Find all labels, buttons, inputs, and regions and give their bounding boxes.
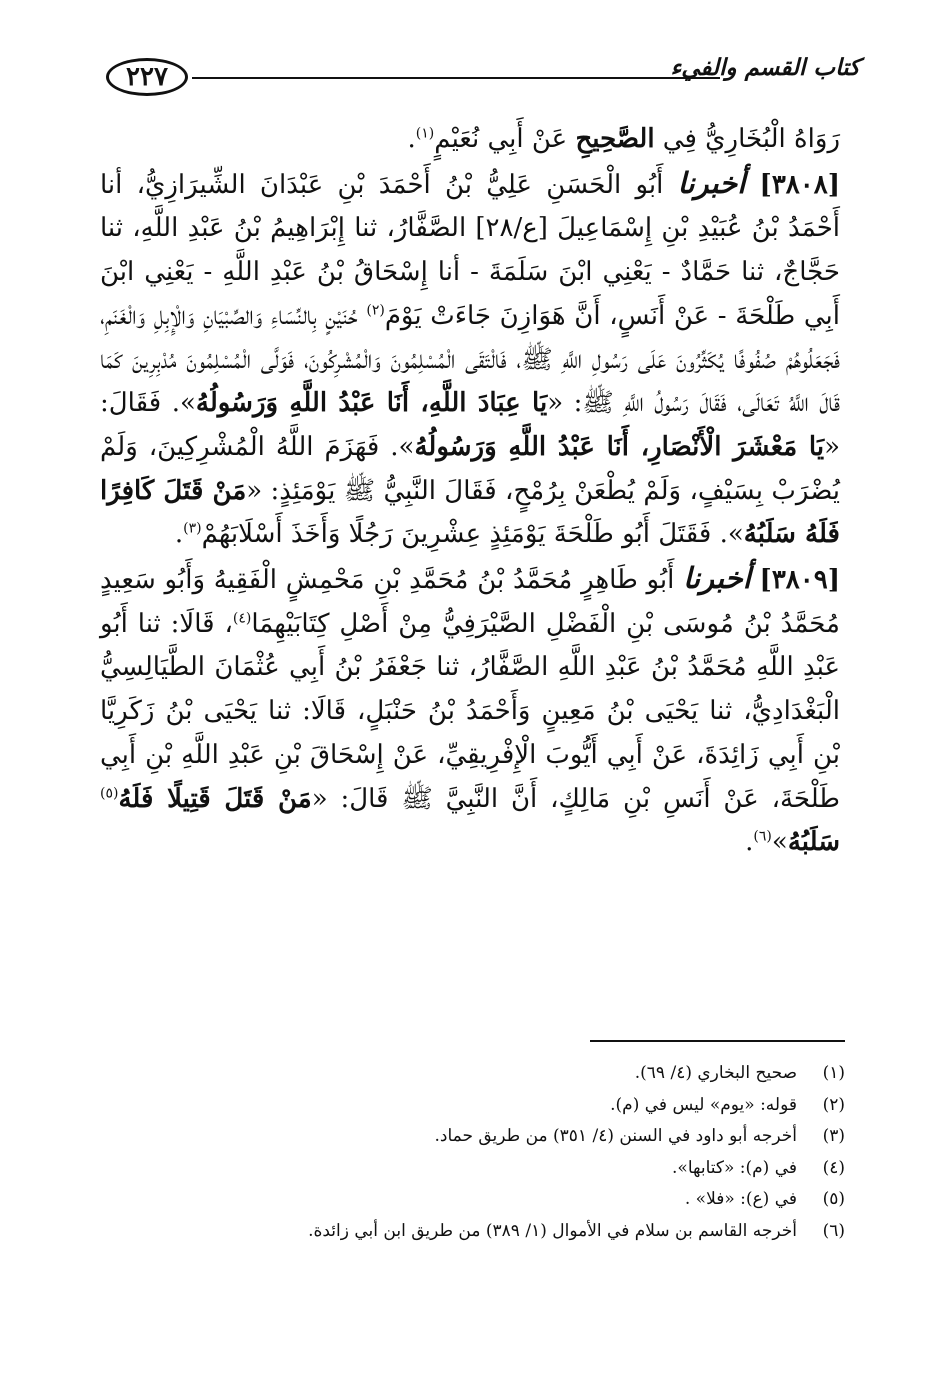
akhbarana-label: أخبرنا: [683, 561, 751, 596]
text-run: عَنْ أَبِي نُعَيْمٍ: [434, 124, 576, 154]
bold-text: سَلَبُهُ: [787, 827, 840, 858]
footnote-number: (٣): [822, 1126, 845, 1146]
hadith-number: [٣٨٠٩]: [759, 565, 840, 596]
footnote-text: قوله: «يوم» ليس في (م).: [610, 1094, 797, 1115]
akhbarana-label: أخبرنا: [677, 165, 746, 200]
text-run: أَبُو طَاهِرٍ مُحَمَّدُ بْنُ مُحَمَّدِ بْنِ مَحْمِشٍ الْفَقِيهُ وَأَبُو سَعِيدٍ مُحَمَّدُ بْنُ مُوسَى بْنِ الْفَضْلِ الصَّيْرَفِيُّ مِنْ أَصْلِ كِتَابَيْهِمَا: [100, 565, 840, 639]
footnote: [100, 1058, 845, 1090]
footnote-ref: (٦): [753, 828, 772, 845]
footnote-number: (٥): [822, 1189, 845, 1209]
footnote-ref: (١): [415, 125, 435, 142]
footnote: [100, 1090, 845, 1122]
bold-text: يَا مَعْشَرَ الْأَنْصَارِ، أَنَا عَبْدُ اللَّهِ وَرَسُولُهُ: [414, 431, 825, 462]
footnote: [100, 1216, 845, 1248]
footnote-number: (٢): [822, 1094, 845, 1115]
text-run: ». فَهَزَمَ اللَّهُ الْمُشْرِكِينَ، وَلَمْ يُضْرَبْ بِسَيْفٍ، وَلَمْ يُطْعَنْ بِرُمْحٍ، فَقَالَ النَّبِيُّ ﷺ يَوْمَئِذٍ: «: [100, 431, 840, 506]
page-header: [100, 52, 860, 102]
text-run: .: [407, 124, 416, 154]
footnote-number: (٤): [822, 1157, 845, 1178]
text-run: »: [771, 827, 788, 858]
hadith-3808: [100, 162, 840, 557]
footnotes: [100, 1058, 845, 1247]
footnote-ref: (٢): [366, 302, 385, 319]
text-run: رَوَاهُ الْبُخَارِيُّ فِي: [654, 124, 840, 154]
book-title: كتاب القسم والفيء: [670, 54, 860, 81]
page-number: ٢٢٧: [106, 58, 188, 96]
bold-text: يَا عِبَادَ اللَّهِ، أَنَا عَبْدُ اللَّهِ وَرَسُولُهُ: [195, 388, 548, 419]
text-run: ». فَقَتَلَ أَبُو طَلْحَةَ يَوْمَئِذٍ عِشْرِينَ رَجُلًا وَأَخَذَ أَسْلَابَهُمْ: [201, 519, 744, 550]
footnote-text: في (ع): «فلا» .: [684, 1189, 797, 1209]
text-run: ، قَالَا: ثنا أَبُو عَبْدِ اللَّهِ مُحَمَّدُ بْنُ عَبْدِ اللَّهِ الصَّفَّارُ، ثنا جَعْفَرُ بْنُ أَبِي عُثْمَانَ الطَّيَالِسِيُّ الْبَغْدَادِيُّ، ثنا يَحْيَى بْنُ مَعِينٍ وَأَحْمَدُ بْنُ حَنْبَلٍ، قَالَا: ثنا يَحْيَى بْنُ زَكَرِيَّا بْنِ أَبِي زَائِدَةَ، عَنْ أَبِي أَيُّوبَ الْإِفْرِيقِيِّ، عَنْ إِسْحَاقَ بْنِ عَبْدِ اللَّهِ بْنِ أَبِي طَلْحَةَ، عَنْ أَنَسِ بْنِ مَالِكٍ، أَنَّ النَّبِيَّ ﷺ قَالَ: «: [100, 608, 841, 814]
text-run: .: [174, 519, 184, 550]
footnote-number: (٦): [822, 1220, 845, 1241]
footnote-ref: (٣): [183, 520, 202, 537]
text-run: .: [745, 827, 754, 858]
footnote-text: صحيح البخاري (٤/ ٦٩).: [634, 1063, 797, 1083]
footnote: [100, 1153, 845, 1185]
bold-text: مَنْ قَتَلَ كَافِرًا فَلَهُ سَلَبُهُ: [100, 475, 840, 550]
footnote: [100, 1184, 845, 1216]
attribution-line: [100, 118, 840, 162]
text-run: أَبُو الْحَسَنِ عَلِيُّ بْنُ أَحْمَدَ بْنِ عَبْدَانَ الشِّيرَازِيُّ، أنا أَحْمَدُ بْنُ عُبَيْدِ بْنِ إِسْمَاعِيلَ [ع/٢٨] الصَّفَّارُ، ثنا إِبْرَاهِيمُ بْنُ عَبْدِ اللَّهِ، ثنا حَجَّاجٌ، ثنا حَمَّادٌ - يَعْنِي ابْنَ سَلَمَةَ - أنا إِسْحَاقُ بْنُ عَبْدِ اللَّهِ - يَعْنِي ابْنَ أَبِي طَلْحَةَ - عَنْ أَنَسٍ، أَنَّ هَوَازِنَ جَاءَتْ يَوْمَ: [100, 169, 841, 331]
hadith-number: [٣٨٠٨]: [759, 169, 840, 200]
footnote-text: أخرجه القاسم بن سلام في الأموال (١/ ٣٨٩) من طريق ابن أبي زائدة.: [308, 1220, 797, 1241]
footnote-number: (١): [822, 1063, 845, 1083]
footnote-ref: (٥): [100, 784, 119, 801]
footnote-text: أخرجه أبو داود في السنن (٤/ ٣٥١) من طريق حماد.: [434, 1126, 797, 1146]
bold-text: الصَّحِيحِ: [575, 124, 655, 154]
bold-text: مَنْ قَتَلَ قَتِيلًا فَلَهُ: [118, 783, 312, 814]
text-run: حُنَيْنٍ بِالنِّسَاءِ وَالصِّبْيَانِ وَالْإِبِلِ وَالْغَنَمِ، فَجَعَلُوهُمْ صُفُوفًا يُكَثِّرُونَ عَلَى رَسُولِ اللَّهِ ﷺ، فَالْتَقَى الْمُسْلِمُونَ وَالْمُشْرِكُونَ، فَوَلَّى الْمُسْلِمُونَ مُدْبِرِينَ كَمَا قَالَ اللَّهُ تَعَالَى، فَقَالَ رَسُولُ اللَّهِ ﷺ: «: [100, 300, 841, 419]
hadith-3809: [100, 557, 840, 865]
text-run: ». فَقَالَ: «: [100, 388, 841, 462]
footnote: [100, 1121, 845, 1153]
footnote-separator: [590, 1040, 845, 1042]
footnote-text: في (م): «كتابها».: [672, 1157, 797, 1178]
footnote-ref: (٤): [232, 610, 252, 627]
header-rule: [192, 77, 720, 79]
main-text: [100, 118, 840, 865]
